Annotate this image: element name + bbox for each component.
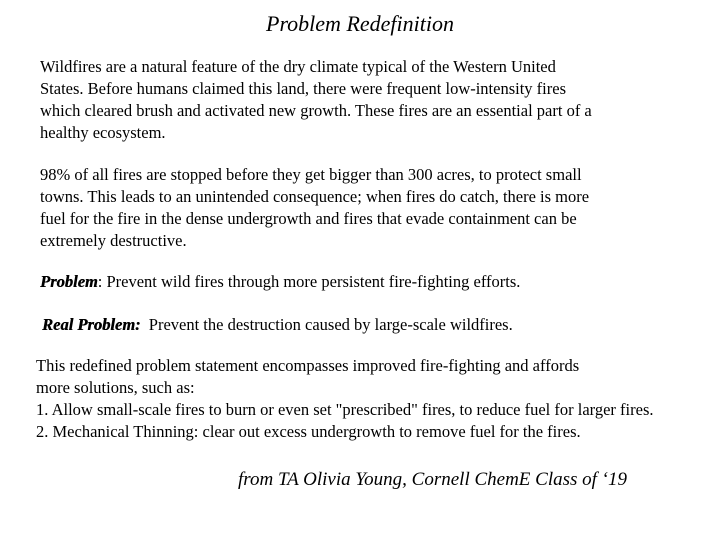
text-line: more solutions, such as: — [36, 378, 195, 397]
paragraph-fire-suppression — [40, 164, 660, 252]
problem-label: Problem — [40, 272, 98, 291]
text-line: fuel for the fire in the dense undergrowth and fires that evade containment can be — [40, 209, 577, 228]
text-line: towns. This leads to an unintended consequence; when fires do catch, there is more — [40, 187, 590, 206]
problem-statement — [40, 271, 680, 293]
text-line: Wildfires are a natural feature of the dry climate typical of the Western United — [40, 57, 556, 76]
text-line: States. Before humans claimed this land, there were frequent low-intensity fires — [40, 79, 567, 98]
text-line: This redefined problem statement encompasses improved fire-fighting and affords — [36, 356, 580, 375]
attribution: from TA Olivia Young, Cornell ChemE Class of ‘19 — [238, 469, 628, 490]
paragraph-wildfire-ecology — [40, 56, 660, 144]
real-problem-statement — [42, 314, 682, 336]
problem-text: : Prevent wild fires through more persistent fire-fighting efforts. — [97, 272, 521, 291]
real-problem-label: Real Problem: — [42, 315, 141, 334]
real-problem-text: Prevent the destruction caused by large-scale wildfires. — [140, 315, 513, 334]
text-line: healthy ecosystem. — [40, 123, 166, 142]
solution-item-1: 1. Allow small-scale fires to burn or even set "prescribed" fires, to reduce fuel for larger fires. — [36, 400, 654, 419]
text-line: which cleared brush and activated new growth. These fires are an essential part of a — [40, 101, 592, 120]
paragraph-solutions — [36, 355, 720, 443]
solution-item-2: 2. Mechanical Thinning: clear out excess undergrowth to remove fuel for the fires. — [36, 422, 581, 441]
text-line: 98% of all fires are stopped before they get bigger than 300 acres, to protect small — [40, 165, 582, 184]
page-title: Problem Redefinition — [266, 11, 454, 36]
text-line: extremely destructive. — [40, 231, 187, 250]
